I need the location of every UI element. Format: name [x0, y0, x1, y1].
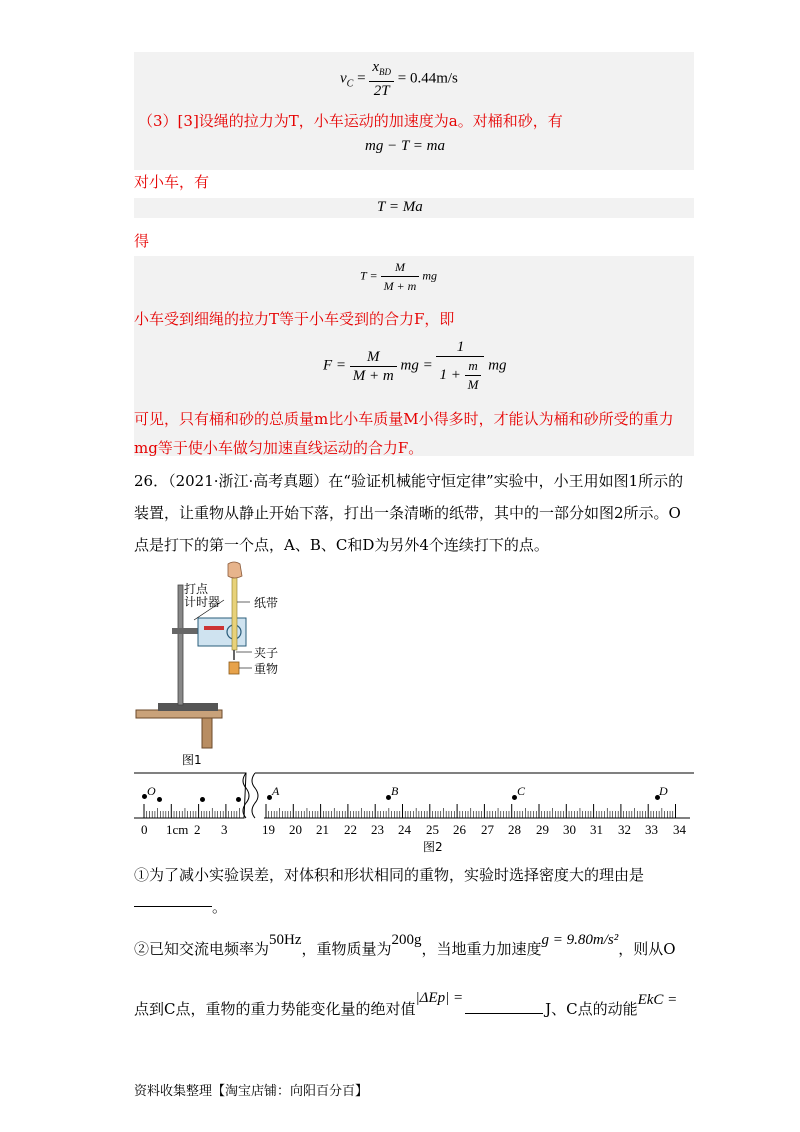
eq4-num1: M	[350, 348, 397, 367]
sub2-text-d: ，则从O	[618, 940, 676, 958]
ruler-num-24: 24	[398, 822, 411, 837]
point-B-label: B	[391, 784, 399, 798]
ruler-figure	[134, 770, 694, 824]
eq-force	[323, 338, 507, 394]
ruler-num-21: 21	[316, 822, 329, 837]
mass-value: 200g	[391, 932, 422, 948]
eq3-num: M	[381, 258, 420, 277]
ruler-num-3: 3	[221, 822, 228, 837]
weight	[229, 662, 239, 674]
stand-pole	[178, 585, 183, 705]
sol-conclusion-1: 可见，只有桶和砂的总质量m比小车质量M小得多时，才能认为桶和砂所受的重力	[134, 410, 674, 428]
sub-question-1: ①为了减小实验误差，对体积和形状相同的重物，实验时选择密度大的理由是	[134, 866, 645, 884]
vc-num: x	[372, 59, 379, 75]
eq3-rhs: mg	[422, 268, 437, 283]
tape-break-right	[252, 773, 258, 818]
clamp-arm	[172, 628, 200, 634]
sol-pull: 小车受到细绳的拉力T等于小车受到的合力F，即	[134, 310, 455, 328]
ruler-num-20: 20	[289, 822, 302, 837]
ekc-symbol: EkC =	[637, 992, 678, 1008]
sub2-text-a: ②已知交流电频率为	[134, 940, 270, 958]
ruler-num-30: 30	[563, 822, 576, 837]
q26-line2: 装置，让重物从静止开始下落，打出一条清晰的纸带，其中的一部分如图2所示。O	[134, 504, 681, 522]
vc-equation: $v_C$ = $\frac{x_{BD}}{2T}$ = 0.44m/s	[340, 59, 458, 99]
stand-base	[158, 703, 218, 711]
eq4-den1: M + m	[352, 367, 394, 384]
eq3-lhs: T =	[360, 268, 378, 283]
paper-tape	[232, 572, 237, 650]
q26-line1: 26．（2021·浙江·高考真题）在“验证机械能守恒定律”实验中，小王用如图1所示的	[134, 472, 684, 490]
eq4-den2-den: M	[467, 377, 479, 392]
sub-question-3	[134, 990, 678, 1021]
label-weight: 重物	[254, 662, 279, 676]
sub-question-2	[134, 932, 676, 961]
eq-car: T = Ma	[377, 199, 423, 215]
vc-num-sub: BD	[378, 67, 391, 77]
tape-dot-2	[200, 797, 205, 802]
sub2-text-b: ，重物质量为	[301, 940, 392, 958]
ruler-ticks-right	[266, 804, 676, 818]
gravity-value: g = 9.80m/s²	[541, 932, 619, 948]
eq4-rhs: mg	[488, 357, 507, 374]
table-top	[136, 710, 222, 718]
ruler-num-32: 32	[618, 822, 631, 837]
sub3-text-b: J、C点的动能	[545, 1000, 638, 1018]
point-O-label: O	[147, 784, 156, 798]
ruler-num-23: 23	[371, 822, 384, 837]
eq4-lhs: F =	[323, 357, 347, 374]
eq4-den2-a: 1 +	[439, 366, 461, 383]
sol-conclusion-2: mg等于使小车做匀加速直线运动的合力F。	[134, 439, 424, 457]
ruler-num-27: 27	[481, 822, 494, 837]
sub-question-1-end: 。	[212, 898, 228, 916]
ruler-num-26: 26	[453, 822, 466, 837]
ruler-num-2: 2	[194, 822, 201, 837]
point-D-label: D	[659, 784, 668, 798]
tape-dot-3	[236, 797, 241, 802]
point-C-label: C	[517, 784, 526, 798]
fig2-caption: 图2	[423, 840, 443, 854]
eq3-den: M + m	[383, 279, 417, 293]
eq4-den2-num: m	[465, 357, 482, 376]
label-timer	[184, 583, 220, 609]
eq4-mid: mg =	[400, 357, 433, 374]
footer-source: 资料收集整理【淘宝店铺：向阳百分百】	[134, 1084, 369, 1099]
hand	[228, 562, 242, 578]
vc-den: 2T	[373, 83, 390, 99]
label-clip: 夹子	[254, 646, 279, 660]
ruler-num-0: 0	[141, 822, 148, 837]
ruler-num-29: 29	[536, 822, 549, 837]
sol-part3: （3）[3]设绳的拉力为T，小车运动的加速度为a。对桶和砂，有	[138, 112, 563, 130]
ruler-ticks-left	[144, 804, 240, 818]
ruler-num-31: 31	[590, 822, 603, 837]
ruler-num-33: 33	[645, 822, 658, 837]
frequency-value: 50Hz	[269, 932, 302, 948]
point-A-label: A	[272, 784, 280, 798]
eq-tension	[360, 258, 437, 295]
eq4-num2: 1	[436, 338, 484, 357]
ruler-num-34: 34	[673, 822, 686, 837]
label-timer-line1: 打点	[184, 582, 209, 596]
label-tape: 纸带	[254, 596, 279, 610]
ruler-num-22: 22	[344, 822, 357, 837]
q26-line3: 点是打下的第一个点，A、B、C和D为另外4个连续打下的点。	[134, 536, 549, 554]
sub3-text-a: 点到C点，重物的重力势能变化量的绝对值	[134, 1000, 416, 1018]
delta-ep-symbol: |ΔEp| =	[415, 990, 464, 1006]
tape-dot-1	[157, 797, 162, 802]
timer-body	[198, 618, 246, 646]
ruler-num-28: 28	[508, 822, 521, 837]
vc-subscript: C	[346, 78, 354, 90]
blank-1[interactable]	[134, 906, 212, 907]
ruler-num-19: 19	[262, 822, 275, 837]
vc-symbol: v	[340, 70, 347, 87]
timer-red-part	[204, 626, 224, 630]
label-timer-line2: 计时器	[184, 595, 221, 609]
ruler-num-25: 25	[426, 822, 439, 837]
table-leg	[202, 718, 212, 748]
sol-de: 得	[134, 232, 150, 250]
blank-2[interactable]	[465, 1013, 543, 1014]
sol-car: 对小车，有	[134, 173, 210, 191]
eq-bucket: mg − T = ma	[365, 138, 445, 154]
fig1-caption: 图1	[182, 753, 202, 767]
vc-result: = 0.44m/s	[397, 70, 458, 87]
sub2-text-c: ，当地重力加速度	[421, 940, 542, 958]
ruler-num-1cm: 1cm	[166, 822, 189, 837]
